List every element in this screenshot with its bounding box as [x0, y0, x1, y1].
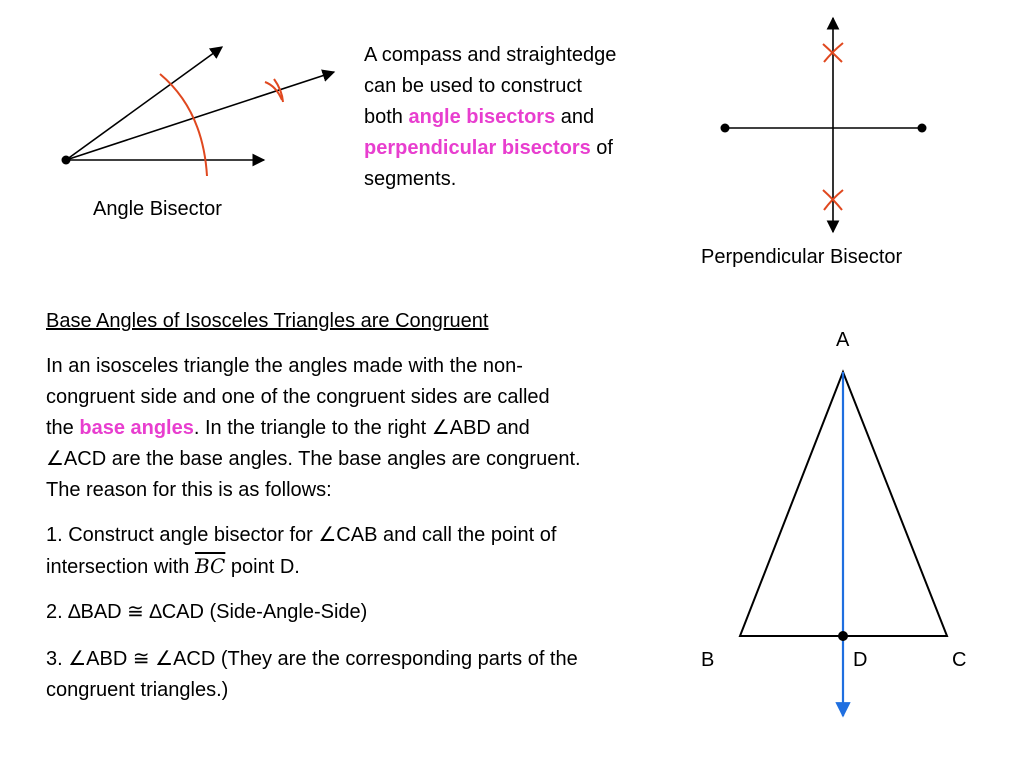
step-3-line-1: 3. ∠ABD ≅ ∠ACD (They are the corresponding parts of the: [46, 648, 578, 670]
p1-line-3-pre: the: [46, 417, 80, 439]
angle-bisector-caption: Angle Bisector: [93, 198, 222, 220]
step-1-line-2-pre: intersection with: [46, 556, 195, 578]
intro-text: [364, 40, 616, 195]
segment-bc-notation: $\overline{BC}$: [194, 554, 226, 578]
intro-line-4-post: of: [590, 137, 613, 159]
intro-line-5: segments.: [364, 168, 457, 190]
step-2: 2. ∆BAD ≅ ∆CAD (Side-Angle-Side): [46, 601, 368, 623]
vertex-label-a: A: [836, 329, 850, 351]
segment-endpoint-left: [721, 124, 730, 133]
p1-line-3: [46, 413, 581, 444]
perpendicular-bisector-figure: [721, 18, 927, 232]
angle-vertex-point: [62, 156, 71, 165]
step-1-line-2: [46, 551, 556, 583]
intro-line-1: A compass and straightedge: [364, 44, 617, 66]
highlight-perpendicular-bisectors: perpendicular bisectors: [364, 137, 591, 159]
angle-ray-upper: [66, 47, 222, 160]
p1-line-3-post: . In the triangle to the right ∠ABD and: [193, 417, 530, 439]
p1-line-4: ∠ACD are the base angles. The base angles are congruent.: [46, 448, 581, 470]
step-3: [46, 644, 578, 706]
step-1-line-1: 1. Construct angle bisector for ∠CAB and call the point of: [46, 524, 557, 546]
vertex-label-d: D: [853, 649, 868, 671]
intro-line-2: can be used to construct: [364, 75, 582, 97]
point-d: [838, 631, 848, 641]
perpendicular-bisector-caption: Perpendicular Bisector: [701, 246, 903, 268]
p1-line-1: In an isosceles triangle the angles made with the non-: [46, 355, 523, 377]
intro-line-3-post: and: [555, 106, 595, 128]
step-1: [46, 520, 556, 583]
section-heading: Base Angles of Isosceles Triangles are Congruent: [46, 310, 489, 332]
angle-bisector-figure: [62, 47, 335, 176]
angle-ray-bisector: [66, 72, 334, 160]
intro-line-3: [364, 102, 616, 133]
isosceles-triangle-figure: [740, 372, 947, 716]
compass-arc-mark-1: [265, 82, 282, 100]
highlight-angle-bisectors: angle bisectors: [408, 106, 556, 128]
highlight-base-angles: base angles: [79, 417, 194, 439]
vertex-label-b: B: [701, 649, 715, 671]
step-1-line-2-post: point D.: [225, 556, 300, 578]
intro-line-4: [364, 133, 616, 164]
segment-endpoint-right: [918, 124, 927, 133]
intro-line-3-pre: both: [364, 106, 409, 128]
p1-line-2: congruent side and one of the congruent sides are called: [46, 386, 550, 408]
paragraph-base-angles: [46, 351, 581, 506]
step-3-line-2: congruent triangles.): [46, 679, 229, 701]
vertex-label-c: C: [952, 649, 967, 671]
p1-line-5: The reason for this is as follows:: [46, 479, 332, 501]
